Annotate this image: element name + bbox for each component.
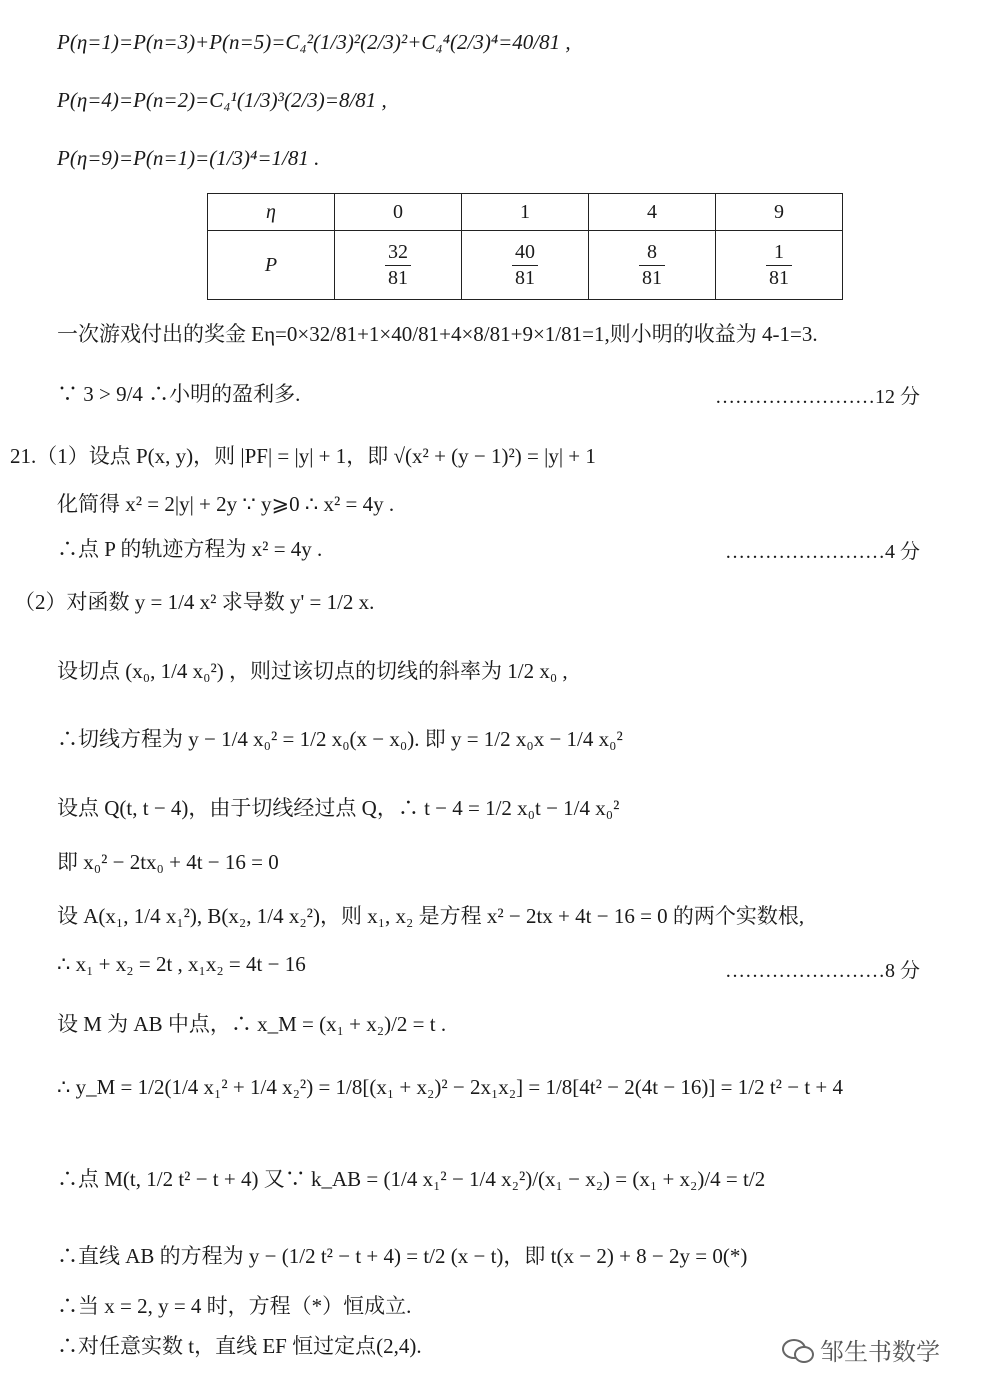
line-p-eta-9: P(η=9)=P(n=1)=(1/3)⁴=1/81 .: [57, 146, 320, 170]
table-prob-3: $\frac{1}{81}$: [716, 231, 843, 300]
table-row: [208, 231, 843, 300]
line-fixed-point: ∴对任意实数 t，直线 EF 恒过定点(2,4).: [57, 1334, 422, 1358]
line-midpoint-x: 设 M 为 AB 中点，∴ x_M = (x₁ + x₂)/2 = t .: [57, 1012, 447, 1036]
table-value-3: 9: [716, 194, 843, 231]
line-tangent-equation: ∴切线方程为 y − 1/4 x₀² = 1/2 x₀(x − x₀). 即 y = 1/2 x₀x − 1/4 x₀²: [57, 727, 623, 751]
line-midpoint-y: ∴ y_M = 1/2(1/4 x₁² + 1/4 x₂²) = 1/8[(x₁ + x₂)² − 2x₁x₂] = 1/8[4t² − 2(4t − 16)] = 1/2 t² − t + 4: [57, 1075, 843, 1099]
watermark-text: 邹生书数学: [820, 1338, 940, 1366]
score-8: ……………………8 分: [725, 960, 920, 982]
line-locus: ∴点 P 的轨迹方程为 x² = 4y .: [57, 537, 323, 561]
line-vieta: ∴ x₁ + x₂ = 2t , x₁x₂ = 4t − 16: [57, 952, 306, 976]
table-prob-0: $\frac{32}{81}$: [335, 231, 462, 300]
line-quadratic: 即 x₀² − 2tx₀ + 4t − 16 = 0: [57, 850, 279, 874]
line-q21-part1: 21.（1）设点 P(x, y)，则 |PF| = |y| + 1，即 √(x² + (y − 1)²) = |y| + 1: [10, 444, 596, 468]
line-simplify: 化简得 x² = 2|y| + 2y ∵ y⩾0 ∴ x² = 4y .: [57, 492, 395, 516]
line-point-q: 设点 Q(t, t − 4)，由于切线经过点 Q，∴ t − 4 = 1/2 x₀t − 1/4 x₀²: [57, 796, 620, 820]
score-12: ……………………12 分: [715, 386, 920, 408]
line-point-m-slope: ∴点 M(t, 1/2 t² − t + 4) 又∵ k_AB = (1/4 x₁² − 1/4 x₂²)/(x₁ − x₂) = (x₁ + x₂)/4 = t/2: [57, 1167, 766, 1191]
line-equation-holds: ∴当 x = 2, y = 4 时，方程（*）恒成立.: [57, 1294, 412, 1318]
watermark: [780, 1332, 940, 1367]
table-value-1: 1: [462, 194, 589, 231]
table-prob-1: $\frac{40}{81}$: [462, 231, 589, 300]
table-row: [208, 194, 843, 231]
table-value-2: 4: [589, 194, 716, 231]
line-q21-part2: （2）对函数 y = 1/4 x² 求导数 y' = 1/2 x.: [14, 590, 375, 614]
line-expectation: 一次游戏付出的奖金 Eη=0×32/81+1×40/81+4×8/81+9×1/81=1,则小明的收益为 4-1=3.: [57, 322, 818, 346]
line-p-eta-4: P(η=4)=P(n=2)=C₄¹(1/3)³(2/3)=8/81 ,: [57, 88, 387, 112]
line-points-ab: 设 A(x₁, 1/4 x₁²), B(x₂, 1/4 x₂²)，则 x₁, x₂ 是方程 x² − 2tx + 4t − 16 = 0 的两个实数根,: [57, 904, 805, 928]
table-value-0: 0: [335, 194, 462, 231]
table-header-p: P: [208, 231, 335, 300]
line-p-eta-1: P(η=1)=P(n=3)+P(n=5)=C₄²(1/3)²(2/3)²+C₄⁴(2/3)⁴=40/81 ,: [57, 30, 571, 54]
table-header-eta: η: [208, 194, 335, 231]
line-tangent-point: 设切点 (x₀, 1/4 x₀²) ，则过该切点的切线的斜率为 1/2 x₀ ,: [57, 659, 568, 683]
wechat-icon: [780, 1337, 814, 1363]
line-ab-equation: ∴直线 AB 的方程为 y − (1/2 t² − t + 4) = t/2 (x − t)，即 t(x − 2) + 8 − 2y = 0(*): [57, 1244, 748, 1268]
table-prob-2: $\frac{8}{81}$: [589, 231, 716, 300]
score-4: ……………………4 分: [725, 541, 920, 563]
distribution-table: [207, 193, 843, 300]
line-conclusion-profit: ∵ 3 > 9/4 ∴小明的盈利多.: [57, 382, 301, 406]
